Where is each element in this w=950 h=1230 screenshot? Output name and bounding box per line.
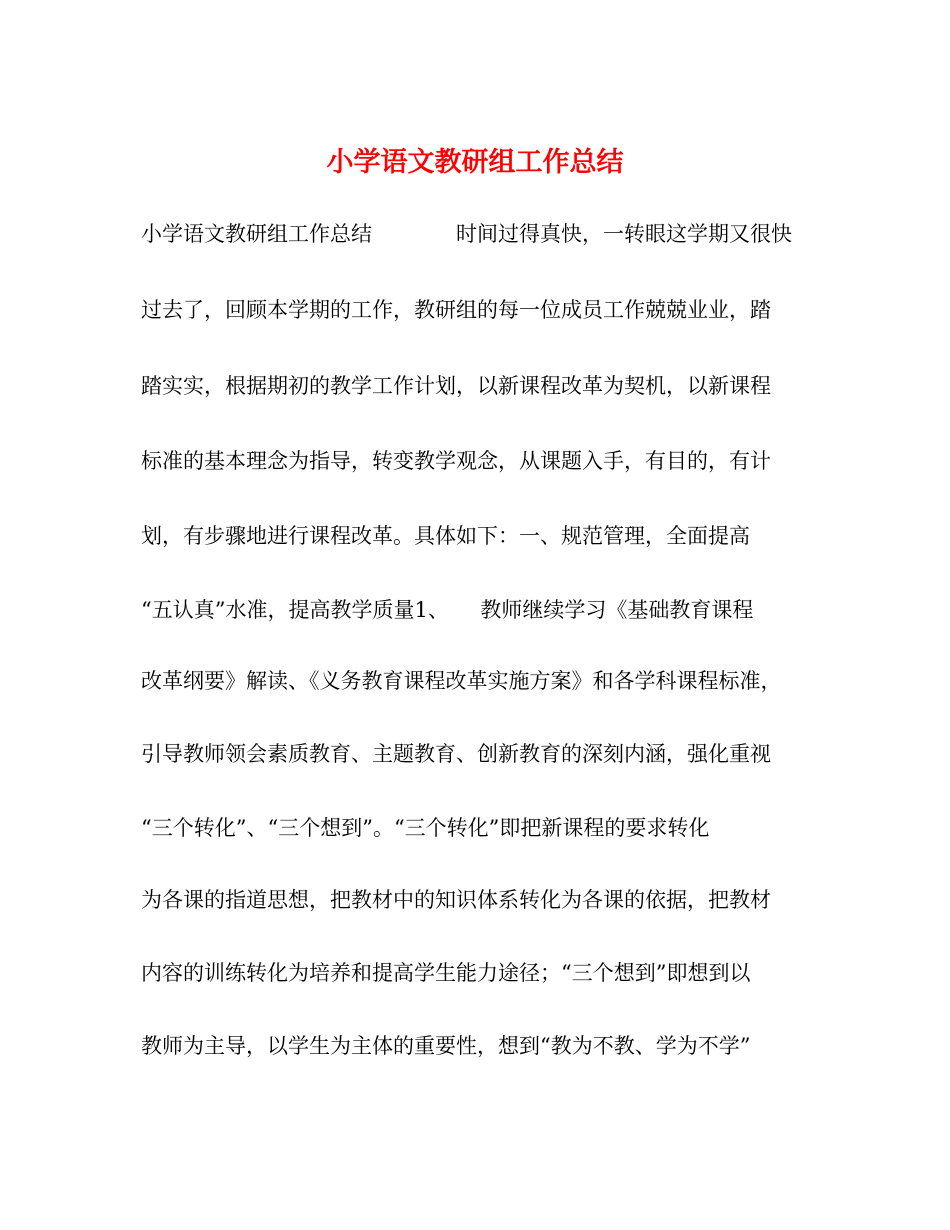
body-line-2: 过去了，回顾本学期的工作，教研组的每一位成员工作兢兢业业，踏 [141, 298, 771, 322]
body-line-3: 踏实实，根据期初的教学工作计划，以新课程改革为契机，以新课程 [141, 374, 771, 398]
body-line-11: 内容的训练转化为培养和提高学生能力途径；“三个想到”即想到以 [141, 961, 751, 985]
body-line-8: 引导教师领会素质教育、主题教育、创新教育的深刻内涵，强化重视 [141, 742, 771, 766]
body-line-1: 小学语文教研组工作总结 时间过得真快，一转眼这学期又很快 [141, 222, 792, 246]
body-line-9: “三个转化”、“三个想到”。“三个转化”即把新课程的要求转化 [141, 816, 710, 840]
body-line-7: 改革纲要》解读、《义务教育课程改革实施方案》和各学科课程标准， [141, 669, 782, 693]
body-line-12: 教师为主导，以学生为主体的重要性，想到“教为不教、学为不学” [141, 1034, 751, 1058]
body-line-10: 为各课的指道思想，把教材中的知识体系转化为各课的依据，把教材 [141, 888, 771, 912]
document-title: 小学语文教研组工作总结 [326, 147, 624, 178]
body-line-5: 划，有步骤地进行课程改革。具体如下：一、规范管理，全面提高 [141, 524, 750, 548]
body-line-4: 标准的基本理念为指导，转变教学观念，从课题入手，有目的，有计 [141, 449, 771, 473]
body-line-6: “五认真”水准，提高教学质量1、 教师继续学习《基础教育课程 [141, 598, 754, 622]
